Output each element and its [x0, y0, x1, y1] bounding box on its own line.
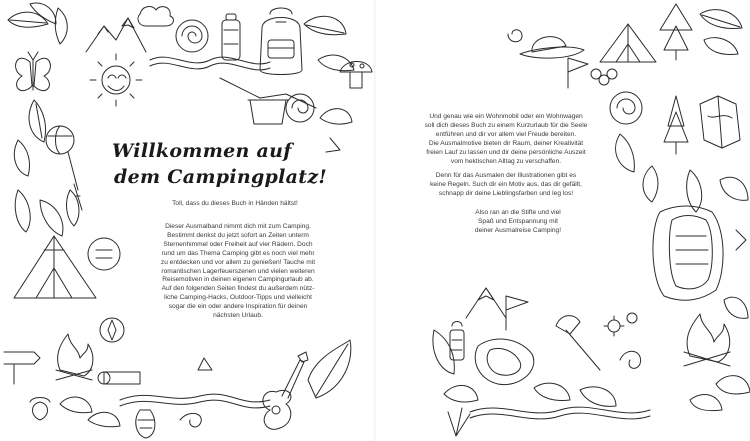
body-line: entführen und dir vor allem viel Freude bereiten.: [435, 130, 577, 138]
body-line: Bestimmt denkst du jetzt sofort an Zeiten unterm: [167, 231, 309, 239]
body-line: soll dich dieses Buch zu einem Kurzurlaub für die Seele: [424, 121, 588, 129]
body-line: Die Ausmalmotive bieten dir Raum, deiner Kreativität: [428, 139, 584, 147]
body-line: Und genau wie ein Wohnmobil oder ein Wohnwagen: [429, 113, 583, 120]
body-line: freien Lauf zu lassen und dir deine persönliche Auszeit: [426, 148, 586, 156]
guitar-illustration: [263, 340, 351, 429]
right-body-text: [416, 113, 596, 242]
body-line: sogar die ein oder andere Inspiration für deinen: [168, 303, 308, 311]
paragraph-1: [416, 113, 596, 166]
body-line: liche Camping-Hacks, Outdoor-Tipps und vielleicht: [164, 294, 312, 302]
body-line: zu entdecken und vor allem zu genießen! Tauche mit: [160, 258, 316, 266]
body-line: Spaß und Entspannung mit: [478, 218, 558, 226]
body-line: deiner Ausmalreise Camping!: [474, 226, 562, 234]
body-line: vom hektischen Alltag zu verschaffen.: [450, 157, 562, 165]
body-line: Denn für das Ausmalen der Illustrationen gibt es: [435, 172, 577, 180]
body-line: romantischen Lagerfeuerszenen und vielen weiteren: [161, 267, 315, 275]
paragraph-3: [416, 209, 596, 236]
title-line-1: Willkommen auf: [112, 140, 292, 162]
right-bottom-border: [433, 288, 650, 436]
body-line: Sternenhimmel oder Freiheit auf vier Rädern. Doch: [163, 240, 313, 248]
body-line: nächsten Urlaub.: [213, 312, 263, 320]
body-line: schnapp dir deine Lieblingsfarben und leg los!: [438, 190, 574, 198]
body-line: Auf den folgenden Seiten findest du außerdem nütz-: [161, 285, 315, 293]
body-line: keine Regeln. Such dir ein Motiv aus, das dir gefällt,: [430, 181, 582, 189]
left-top-border: [8, 3, 372, 152]
left-body-text: [153, 223, 323, 321]
right-side-border: [653, 177, 750, 410]
body-line: rund um das Thema Camping gibt es noch viel mehr: [161, 249, 315, 257]
intro-subtitle: Toll, dass du dieses Buch in Händen hältst!: [172, 200, 298, 207]
title-line-2: dem Campingplatz!: [114, 166, 328, 188]
body-line: Dieser Ausmalband nimmt dich mit zum Camping.: [165, 223, 311, 230]
page-title: [112, 138, 362, 190]
body-line: Reisemotiven in deinen eigenen Campingurlaub ab.: [162, 276, 314, 284]
paragraph-2: [416, 172, 596, 199]
body-line: Also ran an die Stifte und viel: [475, 209, 561, 217]
